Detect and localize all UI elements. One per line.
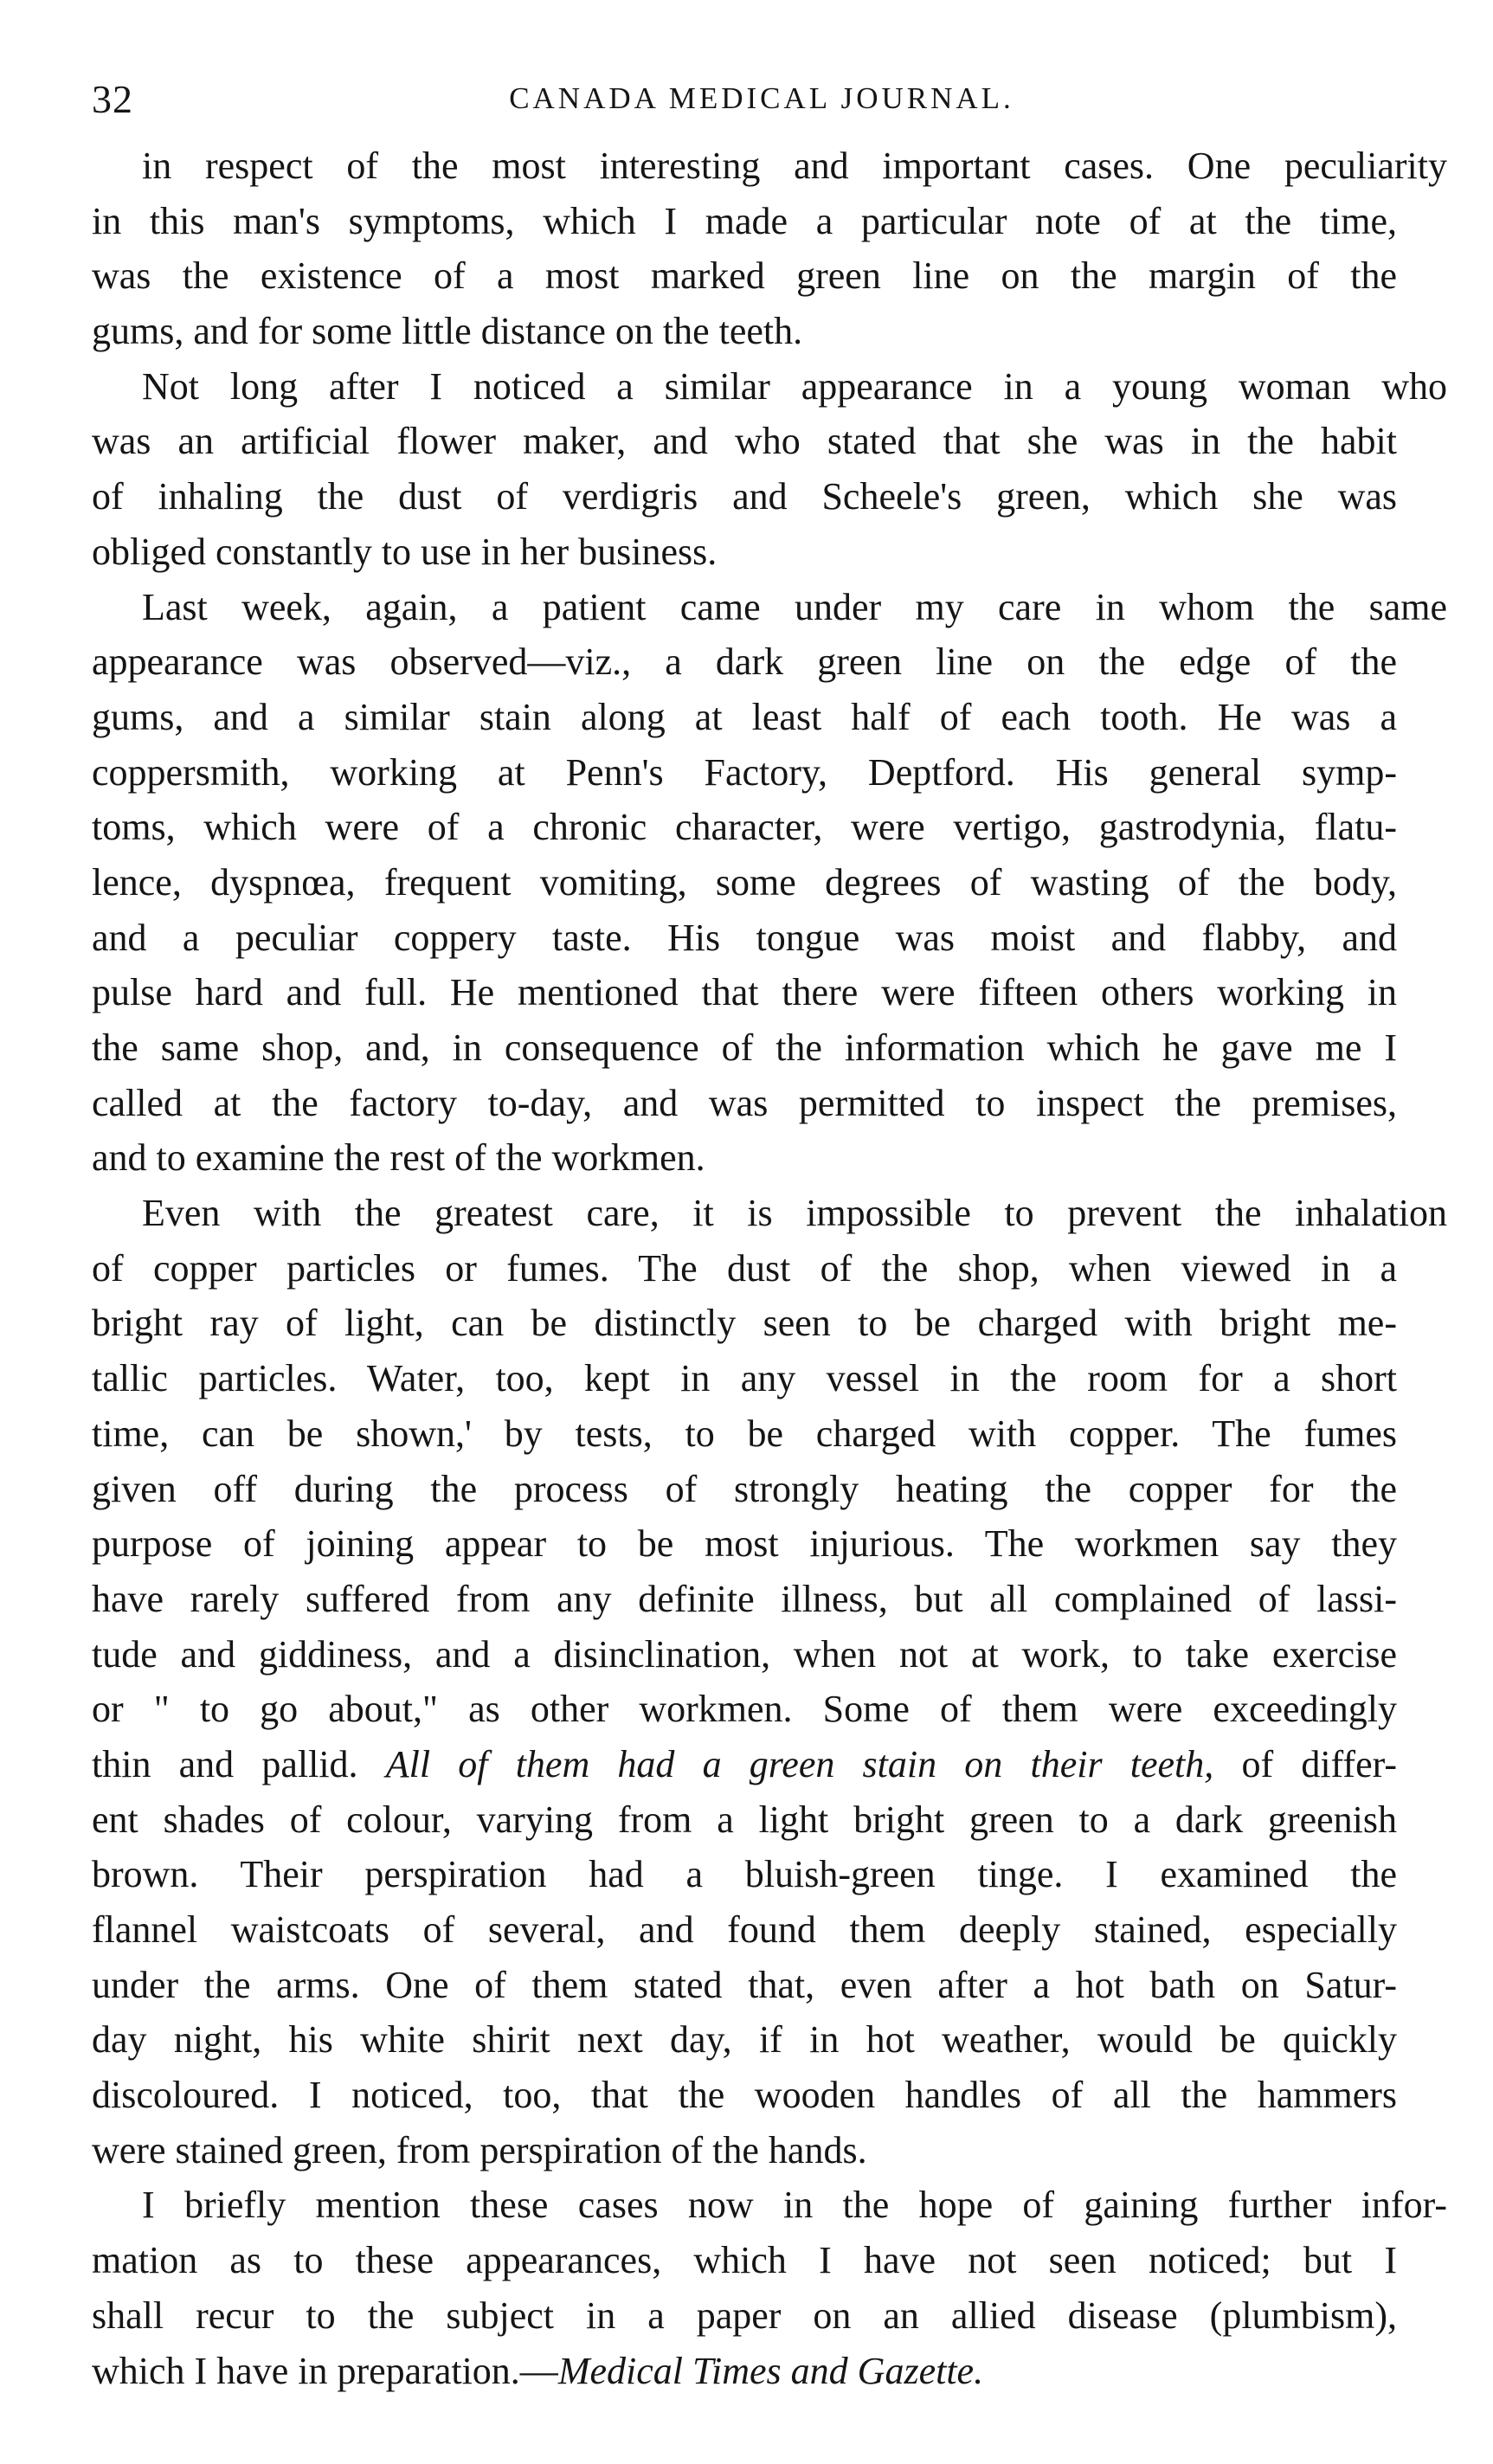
paragraph <box>92 359 1447 580</box>
italic-text: All of them had a green stain on their teeth, <box>385 1742 1214 1785</box>
text-line: given off during the process of strongly heating the copper for the <box>92 1467 1397 1510</box>
page <box>92 52 1447 2398</box>
text-line: appearance was observed—viz., a dark green line on the edge of the <box>92 640 1397 684</box>
text-line: I briefly mention these cases now in the hope of gaining further infor- <box>142 2184 1447 2227</box>
text-line: gums, and for some little distance on the teeth. <box>92 310 803 353</box>
text-segment: which I have in preparation.— <box>92 2349 558 2392</box>
text-line: were stained green, from perspiration of the hands. <box>92 2128 867 2171</box>
text-line: bright ray of light, can be distinctly seen to be charged with bright me- <box>92 1302 1397 1345</box>
page-number: 32 <box>92 77 133 121</box>
text-line: lence, dyspnœa, frequent vomiting, some degrees of wasting of the body, <box>92 860 1397 904</box>
text-line: brown. Their perspiration had a bluish-green tinge. I examined the <box>92 1853 1397 1896</box>
text-line: flannel waistcoats of several, and found them deeply stained, especially <box>92 1908 1397 1951</box>
text-line: toms, which were of a chronic character, were vertigo, gastrodynia, flatu- <box>92 806 1397 849</box>
text-line: time, can be shown,' by tests, to be charged with copper. The fumes <box>92 1412 1397 1455</box>
text-segment: of differ- <box>1213 1742 1398 1785</box>
text-line: under the arms. One of them stated that, even after a hot bath on Satur- <box>92 1963 1397 2006</box>
text-line: and to examine the rest of the workmen. <box>92 1136 705 1180</box>
text-line: of copper particles or fumes. The dust of the shop, when viewed in a <box>92 1246 1397 1290</box>
text-segment: thin and pallid. <box>92 1742 386 1785</box>
text-line: purpose of joining appear to be most injurious. The workmen say they <box>92 1522 1397 1566</box>
text-line: obliged constantly to use in her business. <box>92 530 718 573</box>
text-line: Even with the greatest care, it is impossible to prevent the inhalation <box>142 1192 1447 1235</box>
text-line: gums, and a similar stain along at least half of each tooth. He was a <box>92 695 1397 738</box>
text-line: called at the factory to-day, and was permitted to inspect the premises, <box>92 1081 1397 1124</box>
text-line <box>92 2344 1397 2399</box>
text-line: discoloured. I noticed, too, that the wooden handles of all the hammers <box>92 2074 1397 2117</box>
text-line: tallic particles. Water, too, kept in any vessel in the room for a short <box>92 1357 1397 1400</box>
article-body <box>92 138 1447 2398</box>
text-line <box>92 1737 1397 1792</box>
text-line: day night, his white shirit next day, if in hot weather, would be quickly <box>92 2018 1397 2062</box>
running-head <box>92 52 1397 138</box>
text-line: the same shop, and, in consequence of the information which he gave me I <box>92 1026 1397 1069</box>
text-line: was the existence of a most marked green line on the margin of the <box>92 254 1397 298</box>
text-line: tude and giddiness, and a disinclination, when not at work, to take exercise <box>92 1632 1397 1676</box>
text-line: and a peculiar coppery taste. His tongue was moist and flabby, and <box>92 916 1397 959</box>
text-line: Not long after I noticed a similar appearance in a young woman who <box>142 364 1447 408</box>
text-line: pulse hard and full. He mentioned that there were fifteen others working in <box>92 971 1397 1014</box>
text-line: Last week, again, a patient came under my care in whom the same <box>142 585 1447 628</box>
text-line: or " to go about," as other workmen. Some of them were exceedingly <box>92 1688 1397 1731</box>
text-line: ent shades of colour, varying from a light bright green to a dark greenish <box>92 1798 1397 1841</box>
paragraph <box>92 2178 1447 2398</box>
text-line: of inhaling the dust of verdigris and Scheele's green, which she was <box>92 475 1397 518</box>
text-line: shall recur to the subject in a paper on an allied disease (plumbism), <box>92 2294 1397 2337</box>
text-line: coppersmith, working at Penn's Factory, Deptford. His general symp- <box>92 750 1397 794</box>
text-line: have rarely suffered from any definite illness, but all complained of lassi- <box>92 1577 1397 1620</box>
text-line: in this man's symptoms, which I made a particular note of at the time, <box>92 199 1397 242</box>
paragraph <box>92 580 1447 1187</box>
italic-text: Medical Times and Gazette. <box>557 2349 984 2392</box>
text-line: in respect of the most interesting and important cases. One peculiarity <box>142 145 1447 187</box>
text-line: mation as to these appearances, which I have not seen noticed; but I <box>92 2239 1397 2282</box>
paragraph <box>92 1186 1447 2178</box>
paragraph <box>92 138 1447 359</box>
journal-title: CANADA MEDICAL JOURNAL. <box>509 81 1014 115</box>
text-line: was an artificial flower maker, and who stated that she was in the habit <box>92 420 1397 463</box>
